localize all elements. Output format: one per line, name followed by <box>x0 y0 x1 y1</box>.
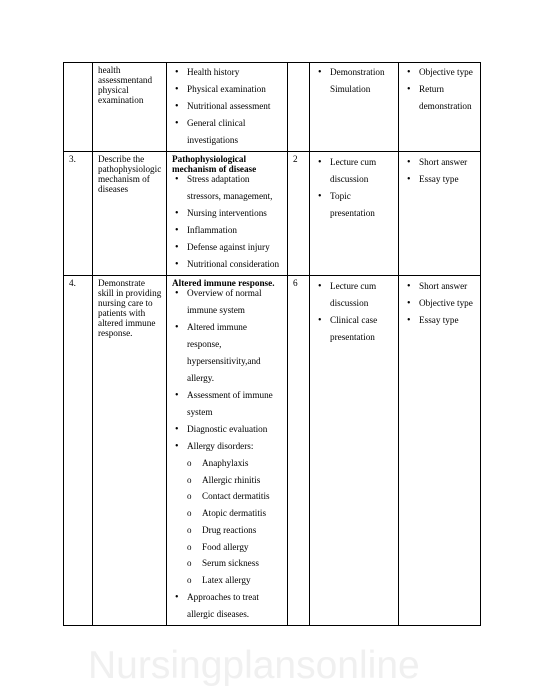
table-row <box>64 276 481 626</box>
list-item: • Health history <box>172 64 283 81</box>
evaluation-list <box>404 278 476 329</box>
methods-list <box>315 278 394 346</box>
list-item: • Clinical case presentation <box>315 312 394 346</box>
list-item: • Essay type <box>404 312 476 329</box>
evaluation-list <box>404 64 476 115</box>
list-item: o Drug reactions <box>187 522 283 539</box>
list-item: o Food allergy <box>187 539 283 556</box>
list-item: • Lecture cum discussion <box>315 154 394 188</box>
objective-text: health assessmentand physical examination <box>98 65 153 105</box>
list-item: • Short answer <box>404 154 476 171</box>
content-list <box>172 64 283 149</box>
objective-text: Describe the pathophysiologic mechanism of diseases <box>98 154 162 194</box>
methods-list <box>315 64 394 98</box>
evaluation-list <box>404 154 476 188</box>
methods-cell <box>310 152 399 276</box>
list-item: o Anaphylaxis <box>187 455 283 472</box>
methods-list <box>315 154 394 222</box>
content-list <box>172 171 283 273</box>
table-row <box>64 152 481 276</box>
list-item: • Altered immune response, hypersensitivity,and allergy. <box>172 319 283 387</box>
list-item: • Topic presentation <box>315 188 394 222</box>
list-item: • Stress adaptation stressors, management, <box>172 171 283 205</box>
list-item: o Serum sickness <box>187 555 283 572</box>
list-item: • Nutritional assessment <box>172 98 283 115</box>
watermark: Nursingplansonline <box>88 644 420 687</box>
list-item: • Diagnostic evaluation <box>172 421 283 438</box>
row-number: 3. <box>64 152 93 276</box>
list-item: • Approaches to treat allergic diseases. <box>172 589 283 623</box>
hours-cell <box>288 63 310 152</box>
list-item: o Allergic rhinitis <box>187 472 283 489</box>
list-item: • Lecture cum discussion <box>315 278 394 312</box>
list-item: • Nursing interventions <box>172 205 283 222</box>
list-item: • General clinical investigations <box>172 115 283 149</box>
objective-text: Demonstrate skill in providing nursing care to patients with altered immune response. <box>98 278 162 338</box>
list-item: • Nutritional consideration <box>172 256 283 273</box>
curriculum-table <box>63 62 481 626</box>
content-list <box>172 589 283 623</box>
content-list <box>172 285 283 455</box>
list-item: • Demonstration Simulation <box>315 64 394 98</box>
evaluation-cell <box>399 152 481 276</box>
row-number: 4. <box>64 276 93 626</box>
list-item: • Objective type <box>404 295 476 312</box>
hours-cell: 2 <box>288 152 310 276</box>
methods-cell <box>310 276 399 626</box>
content-cell <box>167 63 288 152</box>
list-item: • Essay type <box>404 171 476 188</box>
objective-cell <box>93 63 167 152</box>
list-item: • Objective type <box>404 64 476 81</box>
evaluation-cell <box>399 276 481 626</box>
row-number <box>64 63 93 152</box>
table-row <box>64 63 481 152</box>
allergy-sublist <box>172 455 283 589</box>
list-item: • Short answer <box>404 278 476 295</box>
list-item: • Inflammation <box>172 222 283 239</box>
hours-cell: 6 <box>288 276 310 626</box>
list-item: • Defense against injury <box>172 239 283 256</box>
content-cell <box>167 276 288 626</box>
topic-heading: Altered immune response. <box>172 278 275 288</box>
objective-cell <box>93 276 167 626</box>
list-item: • Assessment of immune system <box>172 387 283 421</box>
list-item: o Contact dermatitis <box>187 488 283 505</box>
list-item: • Physical examination <box>172 81 283 98</box>
list-item: • Return demonstration <box>404 81 476 115</box>
list-item: • Overview of normal immune system <box>172 285 283 319</box>
list-item: • Allergy disorders: <box>172 438 283 455</box>
methods-cell <box>310 63 399 152</box>
list-item: o Atopic dermatitis <box>187 505 283 522</box>
objective-cell <box>93 152 167 276</box>
evaluation-cell <box>399 63 481 152</box>
list-item: o Latex allergy <box>187 572 283 589</box>
topic-heading: Pathophysiological mechanism of disease <box>172 154 257 174</box>
content-cell <box>167 152 288 276</box>
